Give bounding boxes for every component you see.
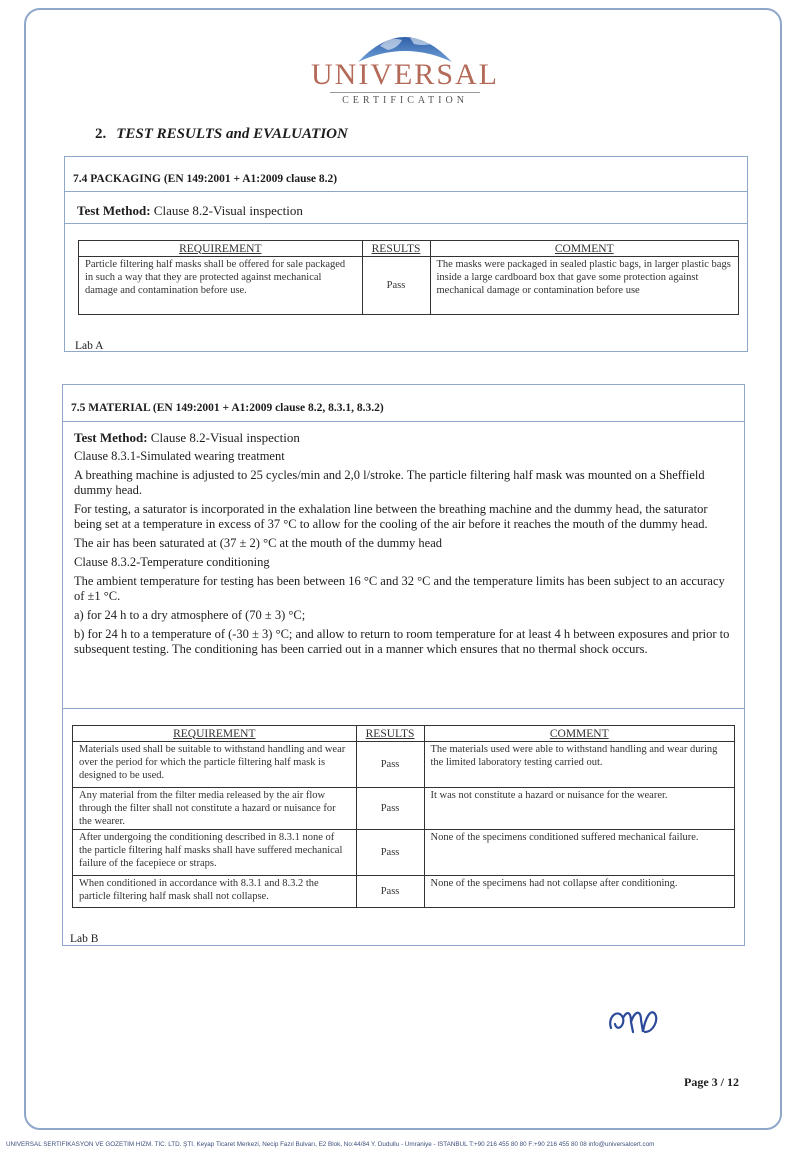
material-paragraph: Clause 8.3.2-Temperature conditioning: [74, 555, 270, 569]
requirement-header: REQUIREMENT: [79, 241, 363, 257]
table-row: [73, 876, 735, 908]
table-row: [73, 742, 735, 788]
result-cell: Pass: [356, 788, 424, 830]
section-heading: [95, 126, 348, 143]
footer-address: UNIVERSAL SERTİFİKASYON VE GÖZETİM HİZM. TİC. LTD. ŞTİ. Keyap Ticaret Merkezi, Necip Fazıl Bulvarı, E2 Blok, No:44/84 Y. Dudullu - Ümraniye - İSTANBUL T:+90 216 455 80 80 F:+90 216 455 80 08 info@universalcert.com: [6, 1141, 655, 1148]
comment-header: COMMENT: [430, 241, 739, 257]
packaging-table: [78, 240, 739, 315]
results-header: RESULTS: [356, 726, 424, 742]
results-header: RESULTS: [362, 241, 430, 257]
signature-icon: [605, 1002, 665, 1040]
result-cell: Pass: [356, 830, 424, 876]
material-divider: [62, 708, 745, 709]
material-method: [74, 430, 734, 445]
table-header-row: [73, 726, 735, 742]
method-text: Clause 8.2-Visual inspection: [147, 430, 300, 445]
comment-cell: The materials used were able to withstand handling and wear during the limited laboratory testing carried out.: [424, 742, 734, 788]
material-paragraph: A breathing machine is adjusted to 25 cycles/min and 2,0 l/stroke. The particle filtering half mask was mounted on a Sheffield dummy head.: [74, 468, 705, 497]
comment-cell: None of the specimens had not collapse after conditioning.: [424, 876, 734, 908]
material-paragraph: Clause 8.3.1-Simulated wearing treatment: [74, 449, 285, 463]
method-label: Test Method:: [74, 430, 148, 445]
packaging-method: [65, 192, 747, 224]
logo-name: UNIVERSAL: [311, 58, 499, 91]
table-row: [73, 788, 735, 830]
table-row: [73, 830, 735, 876]
comment-cell: It was not constitute a hazard or nuisance for the wearer.: [424, 788, 734, 830]
result-cell: Pass: [362, 257, 430, 315]
page-number: Page 3 / 12: [684, 1075, 739, 1089]
requirement-cell: When conditioned in accordance with 8.3.1 and 8.3.2 the particle filtering half mask shall not collapse.: [73, 876, 357, 908]
requirement-cell: After undergoing the conditioning described in 8.3.1 none of the particle filtering half masks shall have suffered mechanical failure of the facepiece or straps.: [73, 830, 357, 876]
material-paragraph: b) for 24 h to a temperature of (-30 ± 3) °C; and allow to return to room temperature for at least 4 h between exposures and prior to subsequent testing. The conditioning has been carried out in a manner which ensures that no thermal shock occurs.: [74, 627, 730, 656]
material-paragraph: a) for 24 h to a dry atmosphere of (70 ± 3) °C;: [74, 608, 306, 622]
section-number: 2.: [95, 126, 107, 142]
material-lab: Lab B: [70, 933, 99, 945]
result-cell: Pass: [356, 742, 424, 788]
material-table: [72, 725, 735, 908]
comment-cell: The masks were packaged in sealed plastic bags, in larger plastic bags inside a large cardboard box that gave some protection against mechanical damage or contamination before use: [430, 257, 739, 315]
material-paragraph: For testing, a saturator is incorporated in the exhalation line between the breathing machine and the dummy head, the saturator being set at a temperature in excess of 37 °C to allow for the cooling of the air before it reaches the mouth of the dummy head.: [74, 502, 708, 531]
table-header-row: [79, 241, 739, 257]
packaging-title: 7.4 PACKAGING (EN 149:2001 + A1:2009 clause 8.2): [65, 157, 747, 192]
result-cell: Pass: [356, 876, 424, 908]
requirement-cell: Any material from the filter media released by the air flow through the filter shall not constitute a hazard or nuisance for the wearer.: [73, 788, 357, 830]
logo-tagline: CERTIFICATION: [330, 92, 480, 106]
material-paragraph: The air has been saturated at (37 ± 2) °C at the mouth of the dummy head: [74, 536, 442, 550]
requirement-cell: Materials used shall be suitable to withstand handling and wear over the period for which the particle filtering half mask is designed to be used.: [73, 742, 357, 788]
comment-cell: None of the specimens conditioned suffered mechanical failure.: [424, 830, 734, 876]
method-label: Test Method:: [77, 203, 151, 218]
material-paragraph: The ambient temperature for testing has been between 16 °C and 32 °C and the temperature limits has been subject to an accuracy of ±1 °C.: [74, 574, 725, 603]
company-logo: [300, 26, 510, 116]
comment-header: COMMENT: [424, 726, 734, 742]
material-body: [63, 422, 744, 706]
section-title: TEST RESULTS and EVALUATION: [116, 126, 348, 142]
requirement-cell: Particle filtering half masks shall be offered for sale packaged in such a way that they are protected against mechanical damage and contamination before use.: [79, 257, 363, 315]
requirement-header: REQUIREMENT: [73, 726, 357, 742]
material-title: 7.5 MATERIAL (EN 149:2001 + A1:2009 clause 8.2, 8.3.1, 8.3.2): [63, 385, 744, 422]
packaging-lab: Lab A: [75, 340, 104, 352]
table-row: [79, 257, 739, 315]
method-text: Clause 8.2-Visual inspection: [150, 203, 303, 218]
